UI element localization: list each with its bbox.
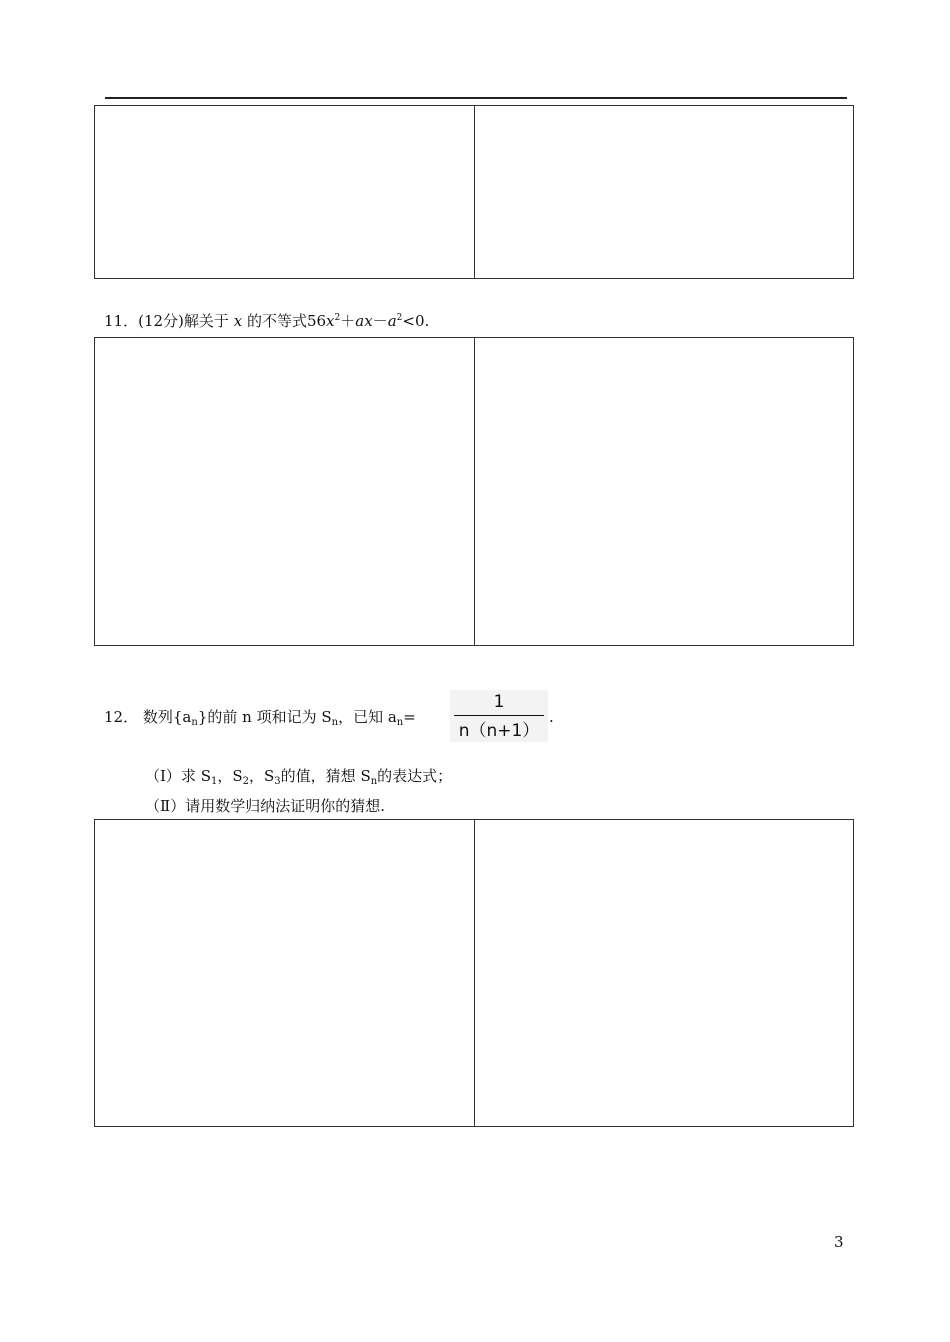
part-text: ，S [249,767,275,785]
math-var: ax [355,312,373,330]
part-text: 求 S [180,767,211,785]
answer-cell-left[interactable] [95,106,474,278]
question-text: ，已知 a [338,708,397,726]
fraction-denominator: n（n+1） [458,721,540,741]
part-text: ，S [217,767,243,785]
math-var: a [387,312,397,330]
fraction-image [450,690,548,742]
answer-box-top [94,105,854,279]
math-operator: ＋ [340,312,356,330]
question-number: 12． [104,708,139,726]
math-subscript: 3 [274,776,281,787]
answer-cell-left[interactable] [95,820,474,1126]
question-number: 11． [104,312,139,330]
question-points: (12分) [138,312,184,330]
part-text: 请用数学归纳法证明你的猜想. [185,797,385,815]
question-12 [104,707,416,733]
question-12-part-2 [145,796,385,816]
math-tail: <0. [402,312,430,330]
math-operator: － [372,312,388,330]
math-subscript: 2 [242,776,250,787]
part-text: 的值，猜想 S [280,767,371,785]
math-coef: 56 [306,312,327,330]
math-var: x [326,312,335,330]
part-label: （Ⅰ） [145,767,181,785]
question-text: 解关于 [183,312,229,330]
question-text: }的前 n 项和记为 S [197,708,332,726]
math-var: x [233,312,243,330]
math-operator: = [403,708,416,726]
page-number: 3 [834,1233,844,1251]
question-12-period: . [549,708,554,726]
question-text: 数列{a [142,708,192,726]
math-subscript: n [331,717,339,728]
math-exponent: 2 [396,313,403,323]
answer-cell-right[interactable] [474,106,854,278]
part-label: （Ⅱ） [145,797,186,815]
question-text: 的不等式 [246,312,307,330]
header-rule [105,97,847,99]
answer-cell-left[interactable] [95,338,474,645]
answer-box-q11 [94,337,854,646]
math-exponent: 2 [334,313,341,323]
answer-box-q12 [94,819,854,1127]
answer-cell-right[interactable] [474,338,854,645]
math-subscript: n [396,717,404,728]
math-subscript: 1 [210,776,218,787]
question-12-part-1 [145,766,452,792]
math-subscript: n [191,717,198,728]
question-11 [104,308,429,331]
part-text: 的表达式； [377,767,453,785]
answer-cell-right[interactable] [474,820,854,1126]
fraction-numerator: 1 [493,692,505,712]
math-subscript: n [370,776,378,787]
